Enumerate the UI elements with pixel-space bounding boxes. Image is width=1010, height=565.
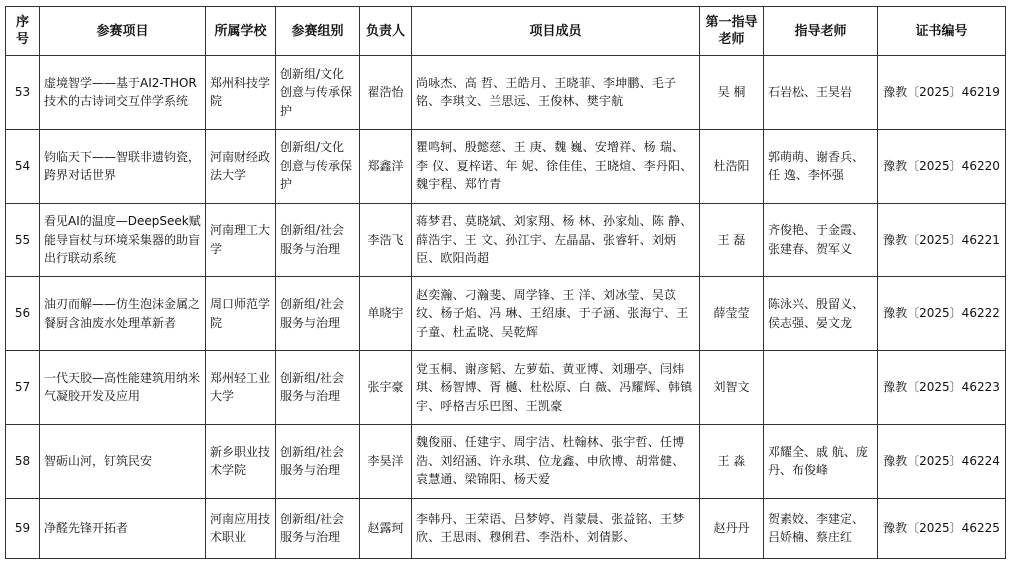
row-no: 56 [6, 277, 40, 351]
row-group: 创新组/文化创意与传承保护 [276, 129, 360, 203]
row-members: 蒋梦君、莫晓斌、刘家翔、杨 林、孙家灿、陈 静、薛浩宇、王 文、孙江宇、左晶晶、张睿轩、刘炳臣、欧阳尚超 [412, 203, 700, 277]
table-row [6, 498, 1006, 559]
row-first-teacher: 王 磊 [700, 203, 764, 277]
header-cert: 证书编号 [878, 7, 1006, 56]
row-members: 李韩丹、王荣语、吕梦婷、肖蒙晨、张益铭、王梦欣、王思雨、穆俐君、李浩朴、刘倩影、 [412, 498, 700, 559]
header-school: 所属学校 [206, 7, 276, 56]
row-members: 赵奕瀚、刁瀚斐、周学锋、王 洋、刘冰莹、吴苡纹、杨子焰、冯 琳、王绍康、于子涵、张海宁、王子童、杜孟晓、吴乾辉 [412, 277, 700, 351]
row-teachers: 郭萌萌、谢香兵、任 逸、李怀强 [764, 129, 878, 203]
row-first-teacher: 杜浩阳 [700, 129, 764, 203]
row-teachers [764, 351, 878, 425]
row-cert: 豫教〔2025〕46224 [878, 424, 1006, 498]
row-no: 55 [6, 203, 40, 277]
row-members: 瞿鸣轲、殷懿慈、王 庚、魏 巍、安增祥、杨 瑞、李 仪、夏梓诺、年 妮、徐佳佳、王晓煊、李丹阳、魏宇程、郑竹青 [412, 129, 700, 203]
row-group: 创新组/社会服务与治理 [276, 424, 360, 498]
row-school: 周口师范学院 [206, 277, 276, 351]
row-teachers: 石岩松、王昊岩 [764, 56, 878, 130]
row-first-teacher: 王 淼 [700, 424, 764, 498]
row-cert: 豫教〔2025〕46225 [878, 498, 1006, 559]
row-group: 创新组/社会服务与治理 [276, 277, 360, 351]
table-row [6, 424, 1006, 498]
row-teachers: 陈泳兴、殷留义、侯志强、晏文龙 [764, 277, 878, 351]
row-cert: 豫教〔2025〕46219 [878, 56, 1006, 130]
row-school: 河南理工大学 [206, 203, 276, 277]
table-row [6, 129, 1006, 203]
row-cert: 豫教〔2025〕46220 [878, 129, 1006, 203]
header-row [6, 7, 1006, 56]
row-school: 河南应用技术职业 [206, 498, 276, 559]
row-leader: 翟浩怡 [360, 56, 412, 130]
header-first-teacher: 第一指导老师 [700, 7, 764, 56]
row-project: 虚境智学——基于AI2-THOR技术的古诗词交互伴学系统 [40, 56, 206, 130]
row-no: 58 [6, 424, 40, 498]
header-no: 序号 [6, 7, 40, 56]
row-no: 53 [6, 56, 40, 130]
row-school: 新乡职业技术学院 [206, 424, 276, 498]
row-members: 党玉桐、谢彦韬、左萝茹、黄亚博、刘珊亭、闫炜琪、杨智博、胥 樾、杜松原、白 薇、冯耀辉、韩镇宇、呼格吉乐巴图、王凯豪 [412, 351, 700, 425]
row-first-teacher: 刘智文 [700, 351, 764, 425]
row-cert: 豫教〔2025〕46222 [878, 277, 1006, 351]
row-group: 创新组/社会服务与治理 [276, 351, 360, 425]
row-project: 钧临天下——智联非遗钧瓷，跨界对话世界 [40, 129, 206, 203]
row-school: 河南财经政法大学 [206, 129, 276, 203]
row-project: 智砺山河，钉筑民安 [40, 424, 206, 498]
row-leader: 郑鑫洋 [360, 129, 412, 203]
row-teachers: 邓耀全、戚 航、庞 丹、布俊峰 [764, 424, 878, 498]
row-members: 尚咏杰、高 哲、王皓月、王晓菲、李坤鹏、毛子铭、李琪文、兰思远、王俊林、樊宇航 [412, 56, 700, 130]
header-leader: 负责人 [360, 7, 412, 56]
table-row [6, 56, 1006, 130]
award-table [5, 6, 1006, 559]
row-first-teacher: 赵丹丹 [700, 498, 764, 559]
row-no: 57 [6, 351, 40, 425]
header-members: 项目成员 [412, 7, 700, 56]
row-group: 创新组/社会服务与治理 [276, 203, 360, 277]
row-project: 油刃而解——仿生泡沫金属之餐厨含油废水处理革新者 [40, 277, 206, 351]
row-leader: 赵露珂 [360, 498, 412, 559]
row-project: 看见AI的温度—DeepSeek赋能导盲杖与环境采集器的助盲出行联动系统 [40, 203, 206, 277]
row-leader: 李浩飞 [360, 203, 412, 277]
row-no: 59 [6, 498, 40, 559]
row-first-teacher: 吴 桐 [700, 56, 764, 130]
row-cert: 豫教〔2025〕46223 [878, 351, 1006, 425]
row-teachers: 齐俊艳、于金霞、张建春、贺军义 [764, 203, 878, 277]
row-project: 净醛先锋开拓者 [40, 498, 206, 559]
header-teachers: 指导老师 [764, 7, 878, 56]
row-group: 创新组/文化创意与传承保护 [276, 56, 360, 130]
row-leader: 单晓宇 [360, 277, 412, 351]
header-group: 参赛组别 [276, 7, 360, 56]
row-school: 郑州轻工业大学 [206, 351, 276, 425]
row-leader: 李昊洋 [360, 424, 412, 498]
row-cert: 豫教〔2025〕46221 [878, 203, 1006, 277]
row-leader: 张宇豪 [360, 351, 412, 425]
row-members: 魏俊丽、任建宇、周宇洁、杜翰林、张宇哲、任博浩、刘绍涵、许永琪、位龙鑫、申欣博、胡常健、袁慧通、梁锦阳、杨天爱 [412, 424, 700, 498]
row-teachers: 贺素姣、李建定、吕娇楠、蔡庄红 [764, 498, 878, 559]
table-row [6, 277, 1006, 351]
row-first-teacher: 薛莹莹 [700, 277, 764, 351]
row-project: 一代天胶—高性能建筑用纳米气凝胶开发及应用 [40, 351, 206, 425]
row-group: 创新组/社会服务与治理 [276, 498, 360, 559]
table-row [6, 351, 1006, 425]
row-no: 54 [6, 129, 40, 203]
header-project: 参赛项目 [40, 7, 206, 56]
row-school: 郑州科技学院 [206, 56, 276, 130]
table-row [6, 203, 1006, 277]
